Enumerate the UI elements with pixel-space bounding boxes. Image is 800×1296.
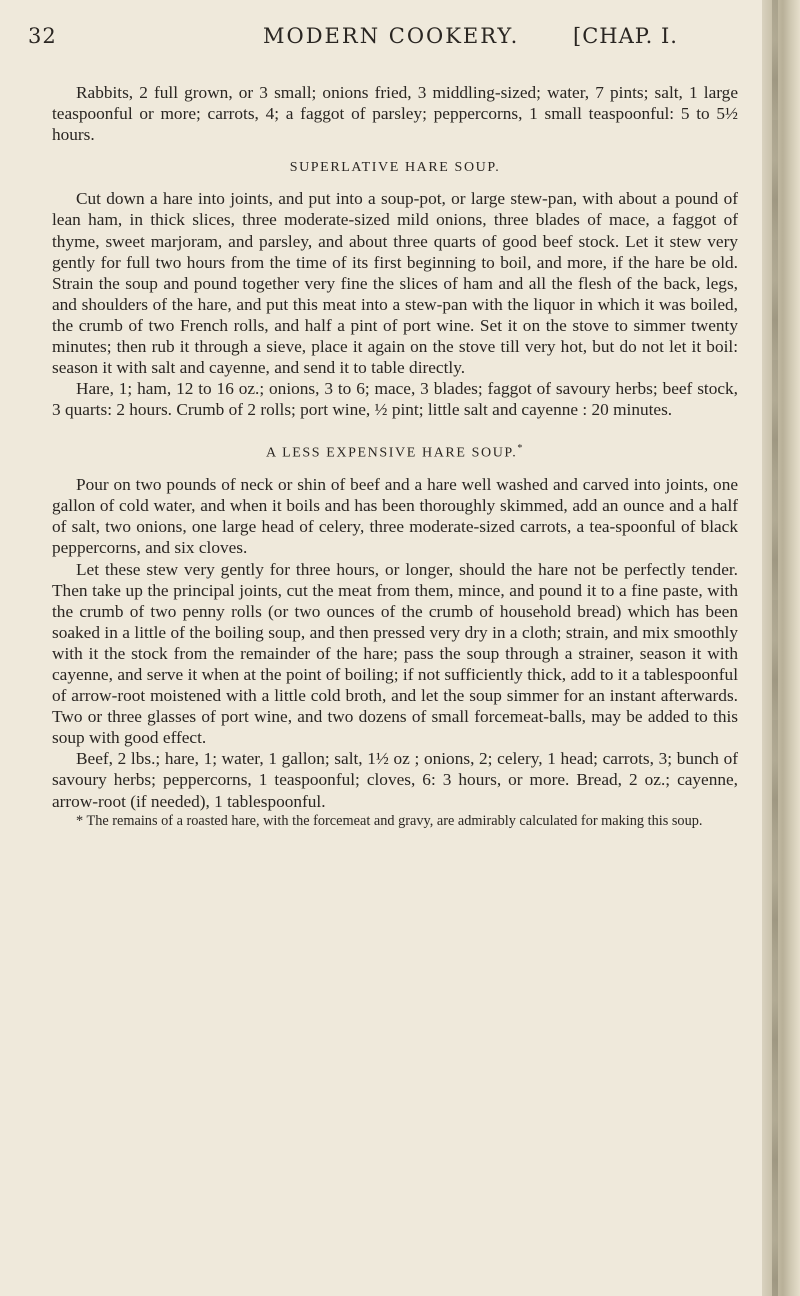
less-expensive-method-para-1: Pour on two pounds of neck or shin of beef and a hare well washed and carved into joints, one gallon of cold water, and when it boils and has been thoroughly skimmed, add an ounce and a half of salt, two onions, one large head of celery, three moderate-sized carrots, a tea-spoonful of black peppercorns, and six cloves. xyxy=(52,475,738,558)
less-expensive-heading-text: A LESS EXPENSIVE HARE SOUP. xyxy=(266,446,518,462)
superlative-hare-soup-ingredients: Hare, 1; ham, 12 to 16 oz.; onions, 3 to 6; mace, 3 blades; faggot of savoury herbs; beef stock, 3 quarts: 2 hours. Crumb of 2 rolls; port wine, ½ pint; little salt and cayenne : 20 minutes. xyxy=(52,379,738,420)
running-header xyxy=(28,24,728,58)
less-expensive-hare-soup-heading xyxy=(52,438,738,464)
footnote: * The remains of a roasted hare, with the forcemeat and gravy, are admirably calculated for making this soup. xyxy=(76,812,703,829)
footnote-marker: * xyxy=(517,443,524,455)
book-title: MODERN COOKERY. xyxy=(263,24,520,48)
page-number: 32 xyxy=(28,24,57,48)
superlative-hare-soup-method: Cut down a hare into joints, and put into a soup-pot, or large stew-pan, with about a pound of lean ham, in thick slices, three moderate-sized mild onions, three blades of mace, a faggot of thyme, sweet marjoram, and parsley, and about three quarts of good beef stock. Let it stew very gently for full two hours from the time of its first beginning to boil, and more, if the hare be old. Strain the soup and pound together very fine the slices of ham and all the flesh of the back, legs, and shoulders of the hare, and put this meat into a stew-pan with the liquor in which it was boiled, the crumb of two French rolls, and half a pint of port wine. Set it on the stove to simmer twenty minutes; then rub it through a sieve, place it again on the stove till very hot, but do not let it boil: season it with salt and cayenne, and send it to table directly. xyxy=(52,189,738,378)
less-expensive-ingredients: Beef, 2 lbs.; hare, 1; water, 1 gallon; salt, 1½ oz ; onions, 2; celery, 1 head; carrots, 3; bunch of savoury herbs; peppercorns, 1 teaspoonful; cloves, 6: 3 hours, or more. Bread, 2 oz.; cayenne, arrow-root (if needed), 1 tablespoonful. xyxy=(52,749,738,811)
chapter-label: [CHAP. I. xyxy=(573,24,678,48)
book-spine-edge xyxy=(762,0,800,1296)
superlative-hare-soup-heading: SUPERLATIVE HARE SOUP. xyxy=(289,160,501,176)
rabbit-soup-ingredients: Rabbits, 2 full grown, or 3 small; onions fried, 3 middling-sized; water, 7 pints; salt, 1 large teaspoonful or more; carrots, 4; a faggot of parsley; peppercorns, 1 small teaspoonful: 5 to 5½ hours. xyxy=(52,83,738,145)
less-expensive-method-para-2: Let these stew very gently for three hours, or longer, should the hare not be perfectly tender. Then take up the principal joints, cut the meat from them, mince, and pound it to a fine paste, with the crumb of two penny rolls (or two ounces of the crumb of household bread) which has been soaked in a little of the boiling soup, and then pressed very dry in a cloth; strain, and mix smoothly with it the stock from the remainder of the hare; pass the soup through a strainer, season it with cayenne, and serve it when at the point of boiling; if not sufficiently thick, add to it a tablespoonful of arrow-root moistened with a little cold broth, and let the soup simmer for an instant afterwards. Two or three glasses of port wine, and two dozens of small forcemeat-balls, may be added to this soup with good effect. xyxy=(52,559,738,748)
page-body xyxy=(52,82,738,830)
